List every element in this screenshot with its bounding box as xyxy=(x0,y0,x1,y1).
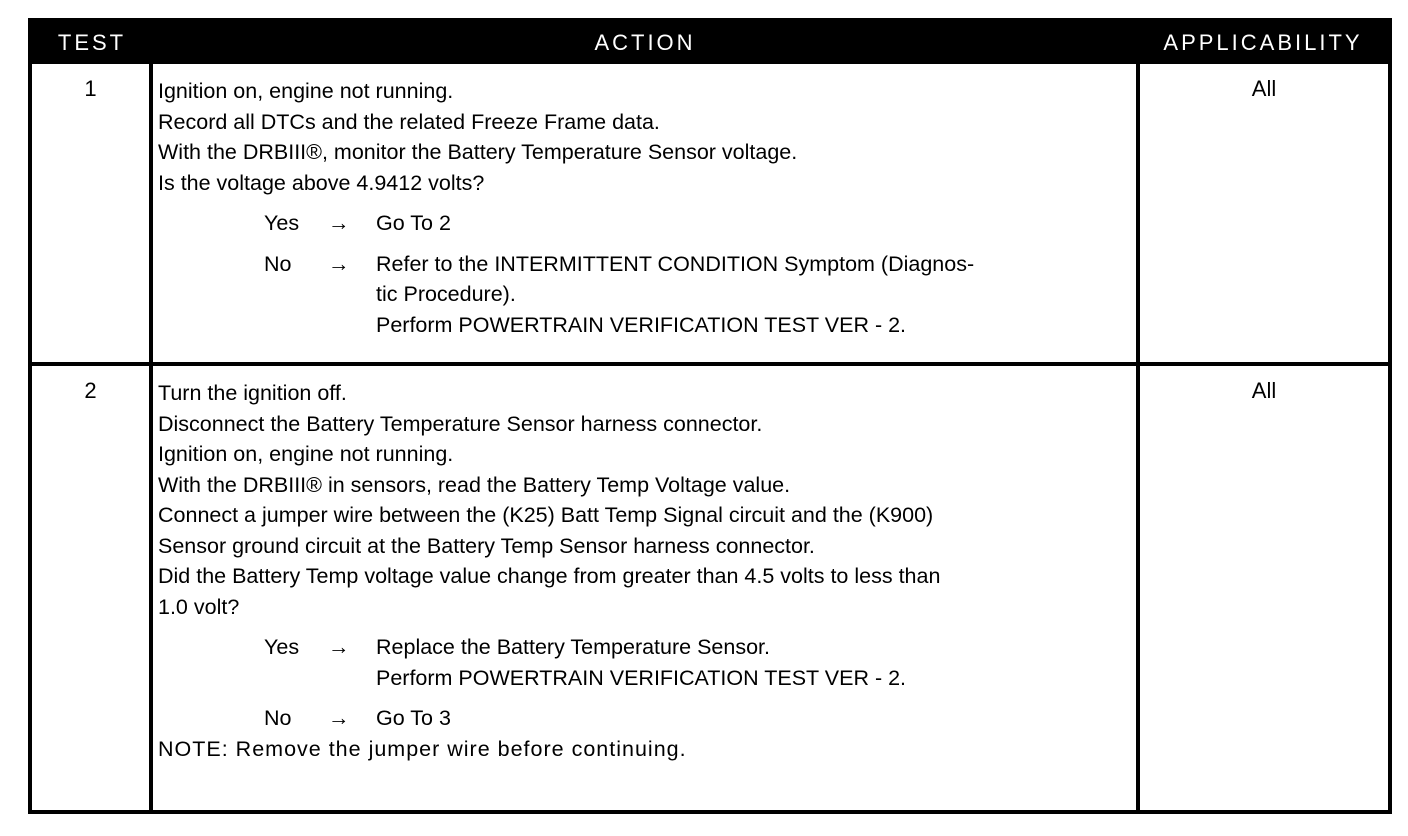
action-line: Sensor ground circuit at the Battery Temp Sensor harness connector. xyxy=(158,533,815,558)
no-action-line: Perform POWERTRAIN VERIFICATION TEST VER - 2. xyxy=(376,312,907,337)
table-header xyxy=(32,22,1388,64)
yes-action-line: Replace the Battery Temperature Sensor. xyxy=(376,635,770,659)
diagnostic-test-table xyxy=(28,18,1392,814)
note-text: NOTE: Remove the jumper wire before continuing. xyxy=(158,736,687,761)
applicability-value: All xyxy=(1251,76,1277,101)
no-response xyxy=(158,703,1132,734)
action-cell xyxy=(158,76,1132,340)
yes-response xyxy=(158,208,1132,239)
action-line: 1.0 volt? xyxy=(158,594,240,619)
header-test: TEST xyxy=(57,30,127,55)
no-label: No xyxy=(264,251,292,276)
arrow-right-icon: → xyxy=(328,251,350,276)
no-action-line: Refer to the INTERMITTENT CONDITION Symptom (Diagnos- xyxy=(376,251,975,276)
header-action: ACTION xyxy=(594,30,696,55)
no-response xyxy=(158,249,1132,341)
action-line: Is the voltage above 4.9412 volts? xyxy=(158,170,485,195)
action-line: Record all DTCs and the related Freeze Frame data. xyxy=(158,109,660,134)
no-action-line: Go To 3 xyxy=(376,706,451,730)
yes-action-line: Go To 2 xyxy=(376,211,451,235)
action-cell xyxy=(158,378,1132,764)
yes-label: Yes xyxy=(264,635,300,659)
test-number: 1 xyxy=(84,76,97,101)
no-label: No xyxy=(264,706,292,730)
header-applicability: APPLICABILITY xyxy=(1163,30,1363,55)
action-line: Disconnect the Battery Temperature Sensor harness connector. xyxy=(158,411,763,436)
table-row-test-1 xyxy=(32,64,1388,362)
no-action-line: tic Procedure). xyxy=(376,282,516,306)
yes-action-line: Perform POWERTRAIN VERIFICATION TEST VER - 2. xyxy=(376,665,907,690)
test-number: 2 xyxy=(84,378,97,403)
applicability-value: All xyxy=(1251,378,1277,403)
arrow-right-icon: → xyxy=(328,635,350,659)
action-line: Connect a jumper wire between the (K25) Batt Temp Signal circuit and the (K900) xyxy=(158,503,934,527)
action-line: Ignition on, engine not running. xyxy=(158,442,454,466)
yes-response xyxy=(158,632,1132,693)
action-line: Did the Battery Temp voltage value change from greater than 4.5 volts to less than xyxy=(158,564,941,588)
yes-label: Yes xyxy=(264,211,300,235)
arrow-right-icon: → xyxy=(328,211,350,235)
action-line: Turn the ignition off. xyxy=(158,381,347,405)
action-line: Ignition on, engine not running. xyxy=(158,79,454,103)
arrow-right-icon: → xyxy=(328,706,350,730)
table-row-test-2 xyxy=(32,366,1388,814)
action-line: With the DRBIII®, monitor the Battery Temperature Sensor voltage. xyxy=(158,140,798,164)
action-line: With the DRBIII® in sensors, read the Battery Temp Voltage value. xyxy=(158,472,791,497)
